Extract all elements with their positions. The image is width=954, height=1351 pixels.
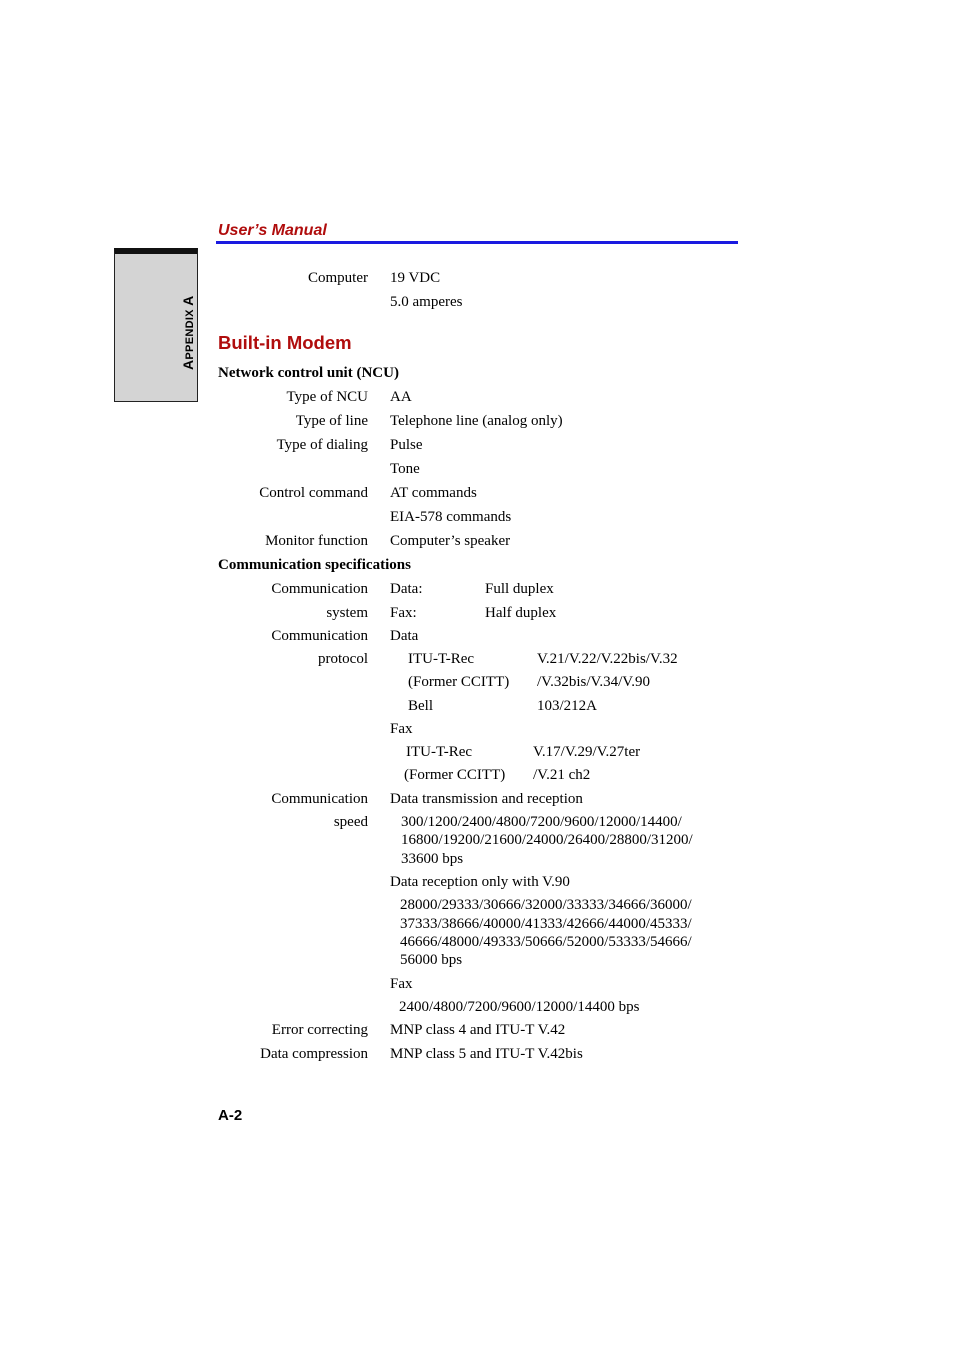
- speed-line: 56000 bps: [400, 952, 463, 968]
- spec-key: Data:: [390, 581, 423, 597]
- power-value: 5.0 amperes: [390, 294, 463, 310]
- spec-key: ITU-T-Rec: [408, 651, 475, 667]
- spec-value: AT commands: [390, 485, 477, 501]
- speed-line: 46666/48000/49333/50666/52000/53333/54666/: [400, 934, 692, 950]
- spec-value: EIA-578 commands: [390, 509, 512, 525]
- spec-value: V.17/V.29/V.27ter: [533, 744, 641, 760]
- speed-line: 16800/19200/21600/24000/26400/28800/31200/: [401, 832, 693, 848]
- spec-value: MNP class 5 and ITU-T V.42bis: [390, 1046, 583, 1062]
- spec-value: 103/212A: [537, 698, 597, 714]
- speed-line: 2400/4800/7200/9600/12000/14400 bps: [399, 999, 640, 1015]
- spec-value: Half duplex: [485, 605, 557, 621]
- spec-label: system: [326, 605, 368, 621]
- spec-value: Full duplex: [485, 581, 554, 597]
- spec-value: Computer’s speaker: [390, 533, 511, 549]
- spec-subtitle: Data reception only with V.90: [390, 874, 570, 890]
- spec-label: Type of NCU: [286, 389, 368, 405]
- spec-label: Monitor function: [265, 533, 368, 549]
- spec-key: Fax:: [390, 605, 417, 621]
- spec-label: Communication: [271, 791, 368, 807]
- spec-label: Communication: [271, 581, 368, 597]
- spec-subtitle: Data transmission and reception: [390, 791, 583, 807]
- page-number: A-2: [218, 1107, 243, 1124]
- spec-value: MNP class 4 and ITU-T V.42: [390, 1022, 566, 1038]
- spec-key: (Former CCITT): [408, 674, 510, 690]
- spec-label: Type of line: [295, 413, 368, 429]
- spec-value: AA: [390, 389, 412, 405]
- power-label: Computer: [308, 270, 368, 286]
- spec-key: Bell: [408, 698, 433, 714]
- spec-label: Communication: [271, 628, 368, 644]
- spec-value: V.21/V.22/V.22bis/V.32: [537, 651, 678, 667]
- spec-subtitle: Data: [390, 628, 419, 644]
- comm-heading: Communication specifications: [218, 557, 411, 573]
- ncu-heading: Network control unit (NCU): [218, 365, 399, 381]
- spec-key: ITU-T-Rec: [406, 744, 473, 760]
- spec-label: protocol: [318, 651, 368, 667]
- speed-line: 300/1200/2400/4800/7200/9600/12000/14400/: [401, 814, 682, 830]
- spec-subtitle: Fax: [390, 976, 413, 992]
- spec-label: Type of dialing: [276, 437, 368, 453]
- spec-value: /V.21 ch2: [533, 767, 591, 783]
- spec-value: Telephone line (analog only): [390, 413, 563, 429]
- header-rule: [216, 241, 738, 244]
- power-value: 19 VDC: [390, 270, 441, 286]
- spec-value: Tone: [390, 461, 420, 477]
- spec-label: speed: [333, 814, 368, 830]
- spec-label: Data compression: [260, 1046, 368, 1062]
- appendix-tab-label: APPENDIX A: [180, 295, 196, 370]
- spec-label: Control command: [259, 485, 368, 501]
- spec-value: Pulse: [390, 437, 423, 453]
- spec-subtitle: Fax: [390, 721, 413, 737]
- section-title: Built-in Modem: [218, 332, 352, 353]
- speed-line: 28000/29333/30666/32000/33333/34666/36000/: [400, 897, 692, 913]
- speed-line: 37333/38666/40000/41333/42666/44000/45333/: [400, 916, 692, 932]
- spec-value: /V.32bis/V.34/V.90: [537, 674, 650, 690]
- spec-label: Error correcting: [271, 1022, 368, 1038]
- running-header: User’s Manual: [218, 222, 327, 239]
- speed-line: 33600 bps: [401, 851, 464, 867]
- spec-key: (Former CCITT): [404, 767, 506, 783]
